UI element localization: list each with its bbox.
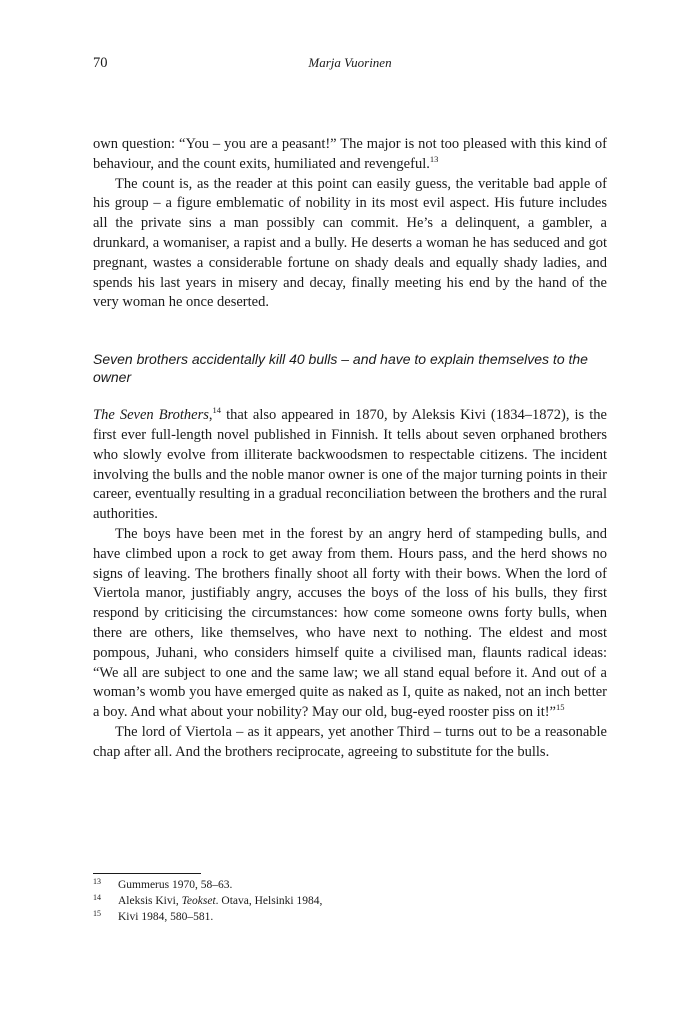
paragraph-viertola: The lord of Viertola – as it appears, yet another Third – turns out to be a reasonable chap after all. And the brothers reciprocate, agreeing to substitute for the bulls. (93, 723, 607, 760)
footnote-text: . Otava, Helsinki 1984, (215, 895, 323, 907)
section-heading: Seven brothers accidentally kill 40 bulls – and have to explain themselves to the owner (93, 351, 588, 386)
footnote-divider (93, 873, 201, 874)
footnote (93, 893, 607, 909)
footnote-number: 14 (93, 893, 101, 902)
footnote-ref[interactable]: 15 (555, 702, 565, 713)
paragraph-count: The count is, as the reader at this point can easily guess, the veritable bad apple of his group – a figure emblematic of nobility in its most evil aspect. His future includes all the private sins a man possibly can commit. He’s a delinquent, a gambler, a drunkard, a womaniser, a rapist and a bully. He deserts a woman he has seduced and got pregnant, wastes a considerable fortune on shady deals and equally shady ladies, and spends his last years in misery and decay, finally meeting his end by the hand of the very woman he once deserted. (93, 175, 607, 311)
paragraph-text: The boys have been met in the forest by an angry herd of stampeding bulls, and have climbed upon a rock to get away from them. Hours pass, and the herd shows no signs of leaving. The brothers finally shoot all forty with their bows. When the lord of Viertola manor, justifiably angry, accuses the boys of the loss of his bulls, they first respond by criticising the circumstances: how come someone owns forty bulls, when there are others, like themselves, who have next to nothing. The eldest and most pompous, Juhani, who considers himself quite a civilised man, flaunts radical ideas: “We all are subject to one and the same law; we all stand equal before it. And out of a woman’s womb you have emerged quite as naked as I, quite as naked, not an inch better a boy. And what about your nobility? May our old, bug-eyed rooster piss on it!” (93, 525, 607, 721)
footnote (93, 909, 607, 925)
page-header (93, 55, 607, 73)
main-text (93, 135, 607, 763)
running-head: Marja Vuorinen (308, 55, 392, 70)
paragraph-seven-brothers: The Seven Brothers,$^{14}$ that also appeared in 1870, by Aleksis Kivi (1834–1872), is the first ever full-length novel published in Finnish. It tells about seven orphaned brothers who slowly evolve from illiterate backwoodsmen to respectable citizens. The incident involving the bulls and the noble manor owner is one of the major turning points in their career, eventually resulting in a gradual reconciliation between the brothers and the rural authorities. (93, 405, 607, 523)
book-title: The Seven Brothers (93, 407, 209, 424)
footnote-text: Kivi 1984, 580–581. (118, 911, 214, 923)
paragraph-text: own question: “You – you are a peasant!” The major is not too pleased with this kind of behaviour, and the count exits, humiliated and revengeful. (93, 136, 607, 172)
footnote-title: Teokset (181, 895, 216, 907)
paragraph-bulls (93, 525, 607, 723)
footnotes (93, 877, 607, 925)
footnote-number: 13 (93, 877, 101, 886)
page-number: 70 (93, 55, 108, 71)
footnote (93, 877, 607, 893)
footnote-number: 15 (93, 909, 101, 918)
paragraph-continuation (93, 135, 607, 175)
paragraph-text: that also appeared in 1870, by Aleksis Kivi (1834–1872), is the first ever full-length novel published in Finnish. It tells about seven orphaned brothers who slowly evolve from illiterate backwoodsmen to respectable citizens. The incident involving the bulls and the noble manor owner is one of the major turning points in their career, eventually resulting in a gradual reconciliation between the brothers and the rural authorities. (93, 407, 607, 523)
footnote-text: Gummerus 1970, 58–63. (118, 879, 233, 891)
footnote-ref[interactable]: 13 (429, 153, 439, 164)
footnote-ref[interactable]: 14 (212, 405, 222, 416)
footnote-text: Aleksis Kivi, (118, 895, 182, 907)
